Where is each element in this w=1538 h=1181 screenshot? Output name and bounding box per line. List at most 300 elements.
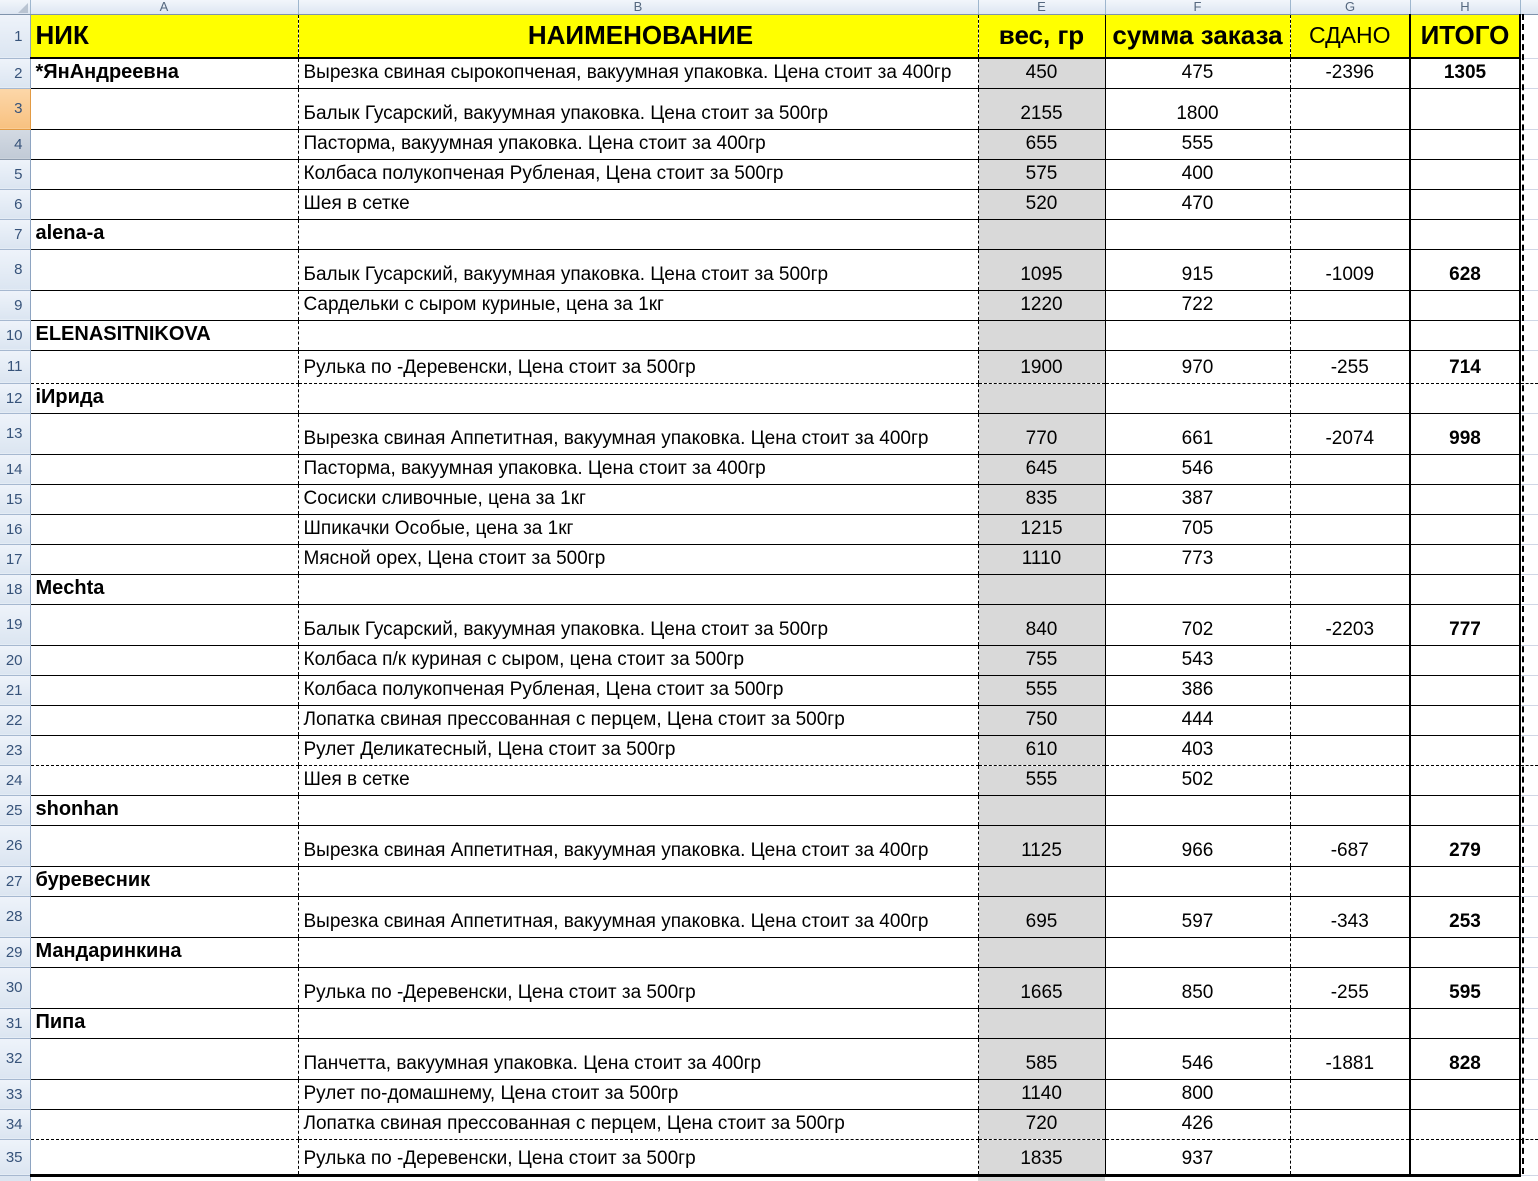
- cell-G25[interactable]: [1290, 795, 1410, 825]
- cell-B6[interactable]: Шея в сетке: [298, 189, 978, 219]
- cell-E25[interactable]: [978, 795, 1105, 825]
- cell-B30[interactable]: Рулька по -Деревенски, Цена стоит за 500гр: [298, 967, 978, 1008]
- cell-outside-right[interactable]: [1520, 574, 1538, 604]
- row-header-16[interactable]: 16: [0, 514, 30, 544]
- cell-B2[interactable]: Вырезка свиная сырокопченая, вакуумная упаковка. Цена стоит за 400гр: [298, 58, 978, 88]
- cell-partial[interactable]: [298, 1175, 978, 1181]
- cell-A26[interactable]: [30, 825, 298, 866]
- cell-A6[interactable]: [30, 189, 298, 219]
- cell-A10[interactable]: ELENASITNIKOVA: [30, 320, 298, 350]
- cell-outside-right[interactable]: [1520, 129, 1538, 159]
- cell-A23[interactable]: [30, 735, 298, 765]
- cell-B20[interactable]: Колбаса п/к куриная с сыром, цена стоит за 500гр: [298, 645, 978, 675]
- cell-A5[interactable]: [30, 159, 298, 189]
- cell-G11[interactable]: -255: [1290, 350, 1410, 383]
- cell-G26[interactable]: -687: [1290, 825, 1410, 866]
- cell-F35[interactable]: 937: [1105, 1139, 1290, 1175]
- cell-outside-right[interactable]: [1520, 320, 1538, 350]
- row-header-11[interactable]: 11: [0, 350, 30, 383]
- cell-G33[interactable]: [1290, 1079, 1410, 1109]
- cell-H20[interactable]: [1410, 645, 1520, 675]
- cell-F19[interactable]: 702: [1105, 604, 1290, 645]
- cell-H2[interactable]: 1305: [1410, 58, 1520, 88]
- cell-A35[interactable]: [30, 1139, 298, 1175]
- row-header-4[interactable]: 4: [0, 129, 30, 159]
- cell-H27[interactable]: [1410, 866, 1520, 896]
- cell-B27[interactable]: [298, 866, 978, 896]
- cell-B4[interactable]: Пасторма, вакуумная упаковка. Цена стоит за 400гр: [298, 129, 978, 159]
- cell-H12[interactable]: [1410, 383, 1520, 413]
- cell-F34[interactable]: 426: [1105, 1109, 1290, 1139]
- row-header-13[interactable]: 13: [0, 413, 30, 454]
- cell-F17[interactable]: 773: [1105, 544, 1290, 574]
- row-header-25[interactable]: 25: [0, 795, 30, 825]
- table-row: [0, 866, 1538, 896]
- cell-outside-right[interactable]: [1520, 189, 1538, 219]
- cell-H18[interactable]: [1410, 574, 1520, 604]
- row-header-15[interactable]: 15: [0, 484, 30, 514]
- row-header-18[interactable]: 18: [0, 574, 30, 604]
- cell-F24[interactable]: 502: [1105, 765, 1290, 795]
- cell-B28[interactable]: Вырезка свиная Аппетитная, вакуумная упаковка. Цена стоит за 400гр: [298, 896, 978, 937]
- cell-G6[interactable]: [1290, 189, 1410, 219]
- cell-H22[interactable]: [1410, 705, 1520, 735]
- cell-outside-right[interactable]: [1520, 1139, 1538, 1175]
- row-header-28[interactable]: 28: [0, 896, 30, 937]
- cell-outside-right[interactable]: [1520, 795, 1538, 825]
- cell-E21[interactable]: 555: [978, 675, 1105, 705]
- cell-H25[interactable]: [1410, 795, 1520, 825]
- cell-A3[interactable]: [30, 88, 298, 129]
- cell-partial[interactable]: [978, 1175, 1105, 1181]
- row-header-20[interactable]: 20: [0, 645, 30, 675]
- cell-A24[interactable]: [30, 765, 298, 795]
- column-header-b[interactable]: B: [298, 0, 978, 14]
- cell-outside-right[interactable]: [1520, 383, 1538, 413]
- table-row: [0, 705, 1538, 735]
- cell-B11[interactable]: Рулька по -Деревенски, Цена стоит за 500гр: [298, 350, 978, 383]
- cell-E22[interactable]: 750: [978, 705, 1105, 735]
- cell-H32[interactable]: 828: [1410, 1038, 1520, 1079]
- column-header-g[interactable]: G: [1290, 0, 1410, 14]
- cell-A19[interactable]: [30, 604, 298, 645]
- cell-outside-right[interactable]: [1520, 937, 1538, 967]
- cell-H17[interactable]: [1410, 544, 1520, 574]
- cell-H23[interactable]: [1410, 735, 1520, 765]
- cell-G13[interactable]: -2074: [1290, 413, 1410, 454]
- cell-B5[interactable]: Колбаса полукопченая Рубленая, Цена стоит за 500гр: [298, 159, 978, 189]
- cell-H5[interactable]: [1410, 159, 1520, 189]
- cell-A34[interactable]: [30, 1109, 298, 1139]
- cell-E29[interactable]: [978, 937, 1105, 967]
- cell-outside-right[interactable]: [1520, 645, 1538, 675]
- cell-F25[interactable]: [1105, 795, 1290, 825]
- cell-B7[interactable]: [298, 219, 978, 249]
- cell-partial[interactable]: [1290, 1175, 1410, 1181]
- cell-F27[interactable]: [1105, 866, 1290, 896]
- cell-A7[interactable]: alena-a: [30, 219, 298, 249]
- cell-H15[interactable]: [1410, 484, 1520, 514]
- cell-outside-right[interactable]: [1520, 290, 1538, 320]
- cell-outside-right[interactable]: [1520, 866, 1538, 896]
- cell-H19[interactable]: 777: [1410, 604, 1520, 645]
- row-header-12[interactable]: 12: [0, 383, 30, 413]
- table-row: [0, 1008, 1538, 1038]
- cell-A21[interactable]: [30, 675, 298, 705]
- row-header-partial[interactable]: [0, 1175, 30, 1181]
- cell-E24[interactable]: 555: [978, 765, 1105, 795]
- cell-outside-right[interactable]: [1520, 735, 1538, 765]
- cell-E33[interactable]: 1140: [978, 1079, 1105, 1109]
- cell-B25[interactable]: [298, 795, 978, 825]
- cell-H4[interactable]: [1410, 129, 1520, 159]
- cell-A13[interactable]: [30, 413, 298, 454]
- cell-E5[interactable]: 575: [978, 159, 1105, 189]
- cell-E10[interactable]: [978, 320, 1105, 350]
- row-header-31[interactable]: 31: [0, 1008, 30, 1038]
- cell-F18[interactable]: [1105, 574, 1290, 604]
- table-row: [0, 765, 1538, 795]
- cell-E9[interactable]: 1220: [978, 290, 1105, 320]
- row-header-6[interactable]: 6: [0, 189, 30, 219]
- cell-outside-right[interactable]: [1520, 544, 1538, 574]
- row-header-19[interactable]: 19: [0, 604, 30, 645]
- row-header-17[interactable]: 17: [0, 544, 30, 574]
- cell-outside-right[interactable]: [1520, 14, 1538, 58]
- cell-G27[interactable]: [1290, 866, 1410, 896]
- cell-A2[interactable]: *ЯнАндреевна: [30, 58, 298, 88]
- cell-G23[interactable]: [1290, 735, 1410, 765]
- cell-A22[interactable]: [30, 705, 298, 735]
- cell-B33[interactable]: Рулет по-домашнему, Цена стоит за 500гр: [298, 1079, 978, 1109]
- header-cell-nick[interactable]: НИК: [30, 14, 298, 58]
- cell-G4[interactable]: [1290, 129, 1410, 159]
- cell-outside-right[interactable]: [1520, 1038, 1538, 1079]
- cell-G30[interactable]: -255: [1290, 967, 1410, 1008]
- cell-G15[interactable]: [1290, 484, 1410, 514]
- cell-H6[interactable]: [1410, 189, 1520, 219]
- cell-F21[interactable]: 386: [1105, 675, 1290, 705]
- cell-B12[interactable]: [298, 383, 978, 413]
- cell-H35[interactable]: [1410, 1139, 1520, 1175]
- cell-B35[interactable]: Рулька по -Деревенски, Цена стоит за 500гр: [298, 1139, 978, 1175]
- cell-H8[interactable]: 628: [1410, 249, 1520, 290]
- cell-B32[interactable]: Панчетта, вакуумная упаковка. Цена стоит за 400гр: [298, 1038, 978, 1079]
- cell-E23[interactable]: 610: [978, 735, 1105, 765]
- cell-B19[interactable]: Балык Гусарский, вакуумная упаковка. Цена стоит за 500гр: [298, 604, 978, 645]
- cell-F14[interactable]: 546: [1105, 454, 1290, 484]
- cell-G32[interactable]: -1881: [1290, 1038, 1410, 1079]
- cell-G19[interactable]: -2203: [1290, 604, 1410, 645]
- cell-E32[interactable]: 585: [978, 1038, 1105, 1079]
- cell-A18[interactable]: Mechta: [30, 574, 298, 604]
- cell-F13[interactable]: 661: [1105, 413, 1290, 454]
- cell-G9[interactable]: [1290, 290, 1410, 320]
- cell-G35[interactable]: [1290, 1139, 1410, 1175]
- cell-A16[interactable]: [30, 514, 298, 544]
- cell-G21[interactable]: [1290, 675, 1410, 705]
- cell-partial[interactable]: [1105, 1175, 1290, 1181]
- cell-outside-right[interactable]: [1520, 967, 1538, 1008]
- cell-outside-right[interactable]: [1520, 514, 1538, 544]
- cell-outside-right[interactable]: [1520, 1109, 1538, 1139]
- row-header-2[interactable]: 2: [0, 58, 30, 88]
- cell-G14[interactable]: [1290, 454, 1410, 484]
- cell-F16[interactable]: 705: [1105, 514, 1290, 544]
- cell-H30[interactable]: 595: [1410, 967, 1520, 1008]
- cell-G7[interactable]: [1290, 219, 1410, 249]
- cell-outside-right[interactable]: [1520, 896, 1538, 937]
- cell-outside-right[interactable]: [1520, 765, 1538, 795]
- cell-H26[interactable]: 279: [1410, 825, 1520, 866]
- cell-G28[interactable]: -343: [1290, 896, 1410, 937]
- cell-A33[interactable]: [30, 1079, 298, 1109]
- row-header-10[interactable]: 10: [0, 320, 30, 350]
- cell-G16[interactable]: [1290, 514, 1410, 544]
- cell-B31[interactable]: [298, 1008, 978, 1038]
- cell-G34[interactable]: [1290, 1109, 1410, 1139]
- select-all-corner[interactable]: [0, 0, 30, 14]
- cell-G12[interactable]: [1290, 383, 1410, 413]
- cell-F4[interactable]: 555: [1105, 129, 1290, 159]
- cell-partial[interactable]: [1520, 1175, 1538, 1181]
- row-header-23[interactable]: 23: [0, 735, 30, 765]
- cell-A11[interactable]: [30, 350, 298, 383]
- cell-partial[interactable]: [1410, 1175, 1520, 1181]
- cell-E11[interactable]: 1900: [978, 350, 1105, 383]
- row-header-5[interactable]: 5: [0, 159, 30, 189]
- cell-G5[interactable]: [1290, 159, 1410, 189]
- row-header-27[interactable]: 27: [0, 866, 30, 896]
- cell-E31[interactable]: [978, 1008, 1105, 1038]
- cell-H10[interactable]: [1410, 320, 1520, 350]
- cell-E13[interactable]: 770: [978, 413, 1105, 454]
- cell-H7[interactable]: [1410, 219, 1520, 249]
- cell-F31[interactable]: [1105, 1008, 1290, 1038]
- cell-F23[interactable]: 403: [1105, 735, 1290, 765]
- cell-F33[interactable]: 800: [1105, 1079, 1290, 1109]
- cell-B17[interactable]: Мясной орех, Цена стоит за 500гр: [298, 544, 978, 574]
- cell-F32[interactable]: 546: [1105, 1038, 1290, 1079]
- cell-A4[interactable]: [30, 129, 298, 159]
- cell-E27[interactable]: [978, 866, 1105, 896]
- cell-F3[interactable]: 1800: [1105, 88, 1290, 129]
- cell-A25[interactable]: shonhan: [30, 795, 298, 825]
- cell-H29[interactable]: [1410, 937, 1520, 967]
- cell-F22[interactable]: 444: [1105, 705, 1290, 735]
- cell-H3[interactable]: [1410, 88, 1520, 129]
- column-header-e[interactable]: E: [978, 0, 1105, 14]
- cell-F15[interactable]: 387: [1105, 484, 1290, 514]
- cell-outside-right[interactable]: [1520, 219, 1538, 249]
- cell-H34[interactable]: [1410, 1109, 1520, 1139]
- cell-E3[interactable]: 2155: [978, 88, 1105, 129]
- cell-G17[interactable]: [1290, 544, 1410, 574]
- cell-E8[interactable]: 1095: [978, 249, 1105, 290]
- cell-H31[interactable]: [1410, 1008, 1520, 1038]
- cell-A20[interactable]: [30, 645, 298, 675]
- cell-E16[interactable]: 1215: [978, 514, 1105, 544]
- cell-F11[interactable]: 970: [1105, 350, 1290, 383]
- cell-B16[interactable]: Шпикачки Особые, цена за 1кг: [298, 514, 978, 544]
- cell-F8[interactable]: 915: [1105, 249, 1290, 290]
- cell-E14[interactable]: 645: [978, 454, 1105, 484]
- cell-G22[interactable]: [1290, 705, 1410, 735]
- row-header-14[interactable]: 14: [0, 454, 30, 484]
- cell-A30[interactable]: [30, 967, 298, 1008]
- cell-F5[interactable]: 400: [1105, 159, 1290, 189]
- cell-outside-right[interactable]: [1520, 350, 1538, 383]
- cell-G18[interactable]: [1290, 574, 1410, 604]
- cell-A27[interactable]: буревесник: [30, 866, 298, 896]
- cell-F26[interactable]: 966: [1105, 825, 1290, 866]
- cell-A9[interactable]: [30, 290, 298, 320]
- header-cell-weight[interactable]: вес, гр: [978, 14, 1105, 58]
- cell-E26[interactable]: 1125: [978, 825, 1105, 866]
- cell-B29[interactable]: [298, 937, 978, 967]
- cell-E18[interactable]: [978, 574, 1105, 604]
- cell-F9[interactable]: 722: [1105, 290, 1290, 320]
- cell-E7[interactable]: [978, 219, 1105, 249]
- cell-E34[interactable]: 720: [978, 1109, 1105, 1139]
- header-cell-order-sum[interactable]: сумма заказа: [1105, 14, 1290, 58]
- cell-F20[interactable]: 543: [1105, 645, 1290, 675]
- column-header-partial[interactable]: [1520, 0, 1538, 14]
- row-header-1[interactable]: 1: [0, 14, 30, 58]
- cell-A29[interactable]: Мандаринкина: [30, 937, 298, 967]
- cell-H24[interactable]: [1410, 765, 1520, 795]
- cell-F28[interactable]: 597: [1105, 896, 1290, 937]
- header-cell-total[interactable]: ИТОГО: [1410, 14, 1520, 58]
- cell-A17[interactable]: [30, 544, 298, 574]
- cell-E35[interactable]: 1835: [978, 1139, 1105, 1175]
- cell-A28[interactable]: [30, 896, 298, 937]
- cell-B22[interactable]: Лопатка свиная прессованная с перцем, Цена стоит за 500гр: [298, 705, 978, 735]
- cell-H14[interactable]: [1410, 454, 1520, 484]
- cell-B15[interactable]: Сосиски сливочные, цена за 1кг: [298, 484, 978, 514]
- cell-E2[interactable]: 450: [978, 58, 1105, 88]
- cell-E20[interactable]: 755: [978, 645, 1105, 675]
- cell-F12[interactable]: [1105, 383, 1290, 413]
- row-header-35[interactable]: 35: [0, 1139, 30, 1175]
- cell-B8[interactable]: Балык Гусарский, вакуумная упаковка. Цена стоит за 500гр: [298, 249, 978, 290]
- cell-G3[interactable]: [1290, 88, 1410, 129]
- cell-B26[interactable]: Вырезка свиная Аппетитная, вакуумная упаковка. Цена стоит за 400гр: [298, 825, 978, 866]
- header-cell-given[interactable]: СДАНО: [1290, 14, 1410, 58]
- cell-A12[interactable]: iИрида: [30, 383, 298, 413]
- row-header-33[interactable]: 33: [0, 1079, 30, 1109]
- cell-A15[interactable]: [30, 484, 298, 514]
- cell-B24[interactable]: Шея в сетке: [298, 765, 978, 795]
- row-header-29[interactable]: 29: [0, 937, 30, 967]
- cell-B34[interactable]: Лопатка свиная прессованная с перцем, Цена стоит за 500гр: [298, 1109, 978, 1139]
- cell-outside-right[interactable]: [1520, 825, 1538, 866]
- cell-E17[interactable]: 1110: [978, 544, 1105, 574]
- cell-H33[interactable]: [1410, 1079, 1520, 1109]
- cell-A32[interactable]: [30, 1038, 298, 1079]
- cell-H16[interactable]: [1410, 514, 1520, 544]
- cell-E19[interactable]: 840: [978, 604, 1105, 645]
- cell-H21[interactable]: [1410, 675, 1520, 705]
- cell-outside-right[interactable]: [1520, 249, 1538, 290]
- row-header-7[interactable]: 7: [0, 219, 30, 249]
- cell-F10[interactable]: [1105, 320, 1290, 350]
- row-header-24[interactable]: 24: [0, 765, 30, 795]
- cell-E4[interactable]: 655: [978, 129, 1105, 159]
- cell-A14[interactable]: [30, 454, 298, 484]
- cell-A8[interactable]: [30, 249, 298, 290]
- row-header-9[interactable]: 9: [0, 290, 30, 320]
- cell-outside-right[interactable]: [1520, 484, 1538, 514]
- header-cell-name[interactable]: НАИМЕНОВАНИЕ: [298, 14, 978, 58]
- cell-F29[interactable]: [1105, 937, 1290, 967]
- cell-outside-right[interactable]: [1520, 604, 1538, 645]
- cell-B21[interactable]: Колбаса полукопченая Рубленая, Цена стоит за 500гр: [298, 675, 978, 705]
- cell-outside-right[interactable]: [1520, 454, 1538, 484]
- cell-B18[interactable]: [298, 574, 978, 604]
- cell-G24[interactable]: [1290, 765, 1410, 795]
- cell-G20[interactable]: [1290, 645, 1410, 675]
- cell-outside-right[interactable]: [1520, 58, 1538, 88]
- cell-partial[interactable]: [30, 1175, 298, 1181]
- cell-E28[interactable]: 695: [978, 896, 1105, 937]
- cell-G8[interactable]: -1009: [1290, 249, 1410, 290]
- cell-outside-right[interactable]: [1520, 88, 1538, 129]
- column-header-a[interactable]: A: [30, 0, 298, 14]
- row-header-26[interactable]: 26: [0, 825, 30, 866]
- cell-outside-right[interactable]: [1520, 413, 1538, 454]
- cell-outside-right[interactable]: [1520, 159, 1538, 189]
- row-header-3[interactable]: 3: [0, 88, 30, 129]
- cell-E15[interactable]: 835: [978, 484, 1105, 514]
- row-header-21[interactable]: 21: [0, 675, 30, 705]
- row-header-8[interactable]: 8: [0, 249, 30, 290]
- cell-outside-right[interactable]: [1520, 1079, 1538, 1109]
- column-header-f[interactable]: F: [1105, 0, 1290, 14]
- row-header-32[interactable]: 32: [0, 1038, 30, 1079]
- cell-E30[interactable]: 1665: [978, 967, 1105, 1008]
- cell-H28[interactable]: 253: [1410, 896, 1520, 937]
- cell-B14[interactable]: Пасторма, вакуумная упаковка. Цена стоит за 400гр: [298, 454, 978, 484]
- cell-B23[interactable]: Рулет Деликатесный, Цена стоит за 500гр: [298, 735, 978, 765]
- cell-E6[interactable]: 520: [978, 189, 1105, 219]
- row-header-30[interactable]: 30: [0, 967, 30, 1008]
- cell-H11[interactable]: 714: [1410, 350, 1520, 383]
- row-header-22[interactable]: 22: [0, 705, 30, 735]
- cell-B9[interactable]: Сардельки с сыром куриные, цена за 1кг: [298, 290, 978, 320]
- cell-H13[interactable]: 998: [1410, 413, 1520, 454]
- cell-G29[interactable]: [1290, 937, 1410, 967]
- cell-F6[interactable]: 470: [1105, 189, 1290, 219]
- cell-outside-right[interactable]: [1520, 1008, 1538, 1038]
- cell-G31[interactable]: [1290, 1008, 1410, 1038]
- cell-G10[interactable]: [1290, 320, 1410, 350]
- cell-H9[interactable]: [1410, 290, 1520, 320]
- cell-E12[interactable]: [978, 383, 1105, 413]
- cell-F30[interactable]: 850: [1105, 967, 1290, 1008]
- cell-B13[interactable]: Вырезка свиная Аппетитная, вакуумная упаковка. Цена стоит за 400гр: [298, 413, 978, 454]
- cell-outside-right[interactable]: [1520, 675, 1538, 705]
- cell-G2[interactable]: -2396: [1290, 58, 1410, 88]
- cell-outside-right[interactable]: [1520, 705, 1538, 735]
- column-header-h[interactable]: H: [1410, 0, 1520, 14]
- cell-F2[interactable]: 475: [1105, 58, 1290, 88]
- row-header-34[interactable]: 34: [0, 1109, 30, 1139]
- cell-B10[interactable]: [298, 320, 978, 350]
- cell-B3[interactable]: Балык Гусарский, вакуумная упаковка. Цена стоит за 500гр: [298, 88, 978, 129]
- cell-F7[interactable]: [1105, 219, 1290, 249]
- cell-A31[interactable]: Пипа: [30, 1008, 298, 1038]
